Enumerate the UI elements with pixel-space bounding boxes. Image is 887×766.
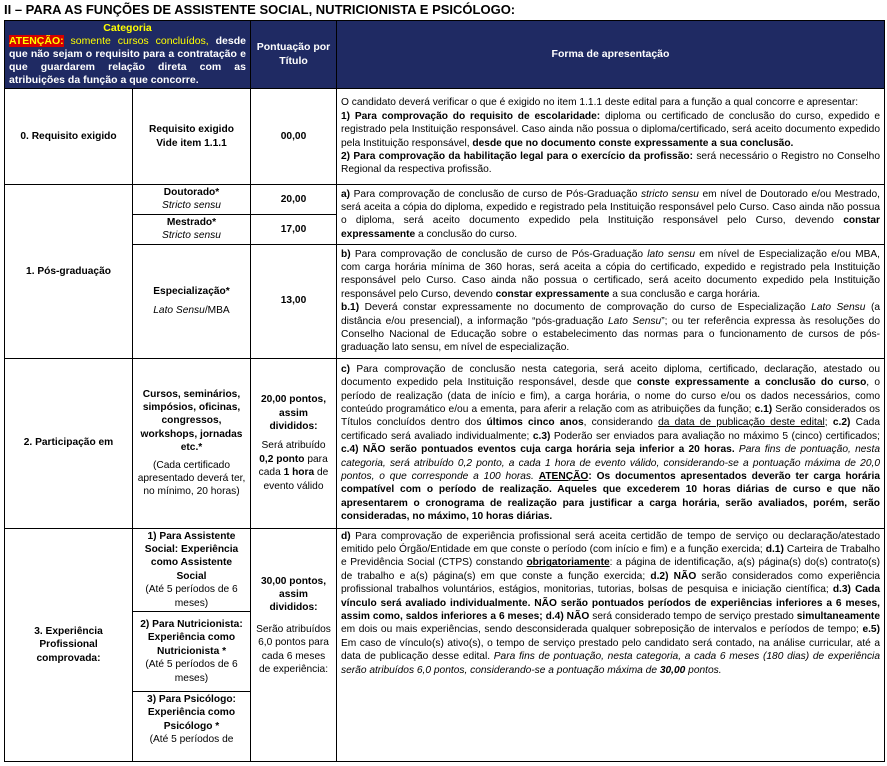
cell-forma-a: a) Para comprovação de conclusão de curso de Pós-Graduação stricto sensu em nível de Doutorado e/ou Mestrado, será aceita a cópia do diploma, expedido e registrado pela Instituição responsável pelo Curso. Caso ainda não possua o diploma, será aceito documento expedido pela Instituição responsável pelo Curso, devendo constar expressamente a conclusão do curso.	[337, 185, 885, 245]
psicologo-periodos: (Até 5 períodos de	[149, 734, 234, 746]
sub-line-1: Requisito exigido	[149, 124, 234, 136]
cell-forma-b: b) Para comprovação de conclusão de curso de Pós-Graduação lato sensu em nível de Especialização e/ou MBA, com carga horária mínima de 360 horas, será aceita a cópia do certificado, expedido e registrado pela Instituição responsável pelo Curso. Caso ainda não possua o certificado, será aceito documento expedido pela Instituição responsável pelo Curso, devendo constar expressamente a sua conclusão e carga horária. b.1) Deverá constar expressamente no documento de comprovação do curso de Especialização Lato Sensu (a distância e/ou presencial), a informação “pós-graduação Lato Sensu”; ou ter referência expressa às resoluções do Conselho Nacional de Educação sobre o estabelecimento das normas para o funcionamento de cursos de pós-graduação lato sensu, em nível de especialização.	[337, 244, 885, 358]
experiencia-pts-text: Serão atribuídos 6,0 pontos para cada 6 meses de experiência:	[256, 623, 331, 676]
attention-label: ATENÇÃO:	[9, 35, 64, 47]
pontos-value: 00,00	[280, 130, 307, 142]
cell-sub-nutricionista	[133, 612, 251, 692]
scoring-table	[4, 20, 885, 762]
cell-pontos	[251, 528, 337, 761]
cell-especializacao-pontos: 13,00	[251, 244, 337, 358]
nutricionista-label: 2) Para Nutricionista: Experiência como Nutricionista *	[140, 619, 243, 657]
cell-sub-assistente	[133, 528, 251, 611]
forma-item-1: 1) Para comprovação do requisito de escolaridade: diploma ou certificado de conclusão do curso, expedido e registrado pela Instituição responsável. Caso ainda não possua o diploma/certificado, será aceito documento expedido pela Instituição responsável, desde que no documento conste expressamente a sua conclusão.	[341, 110, 880, 149]
mestrado-sub: Stricto sensu	[162, 230, 221, 242]
cell-mestrado-pontos: 17,00	[251, 214, 337, 244]
attention-text-1: somente cursos concluídos,	[63, 35, 216, 47]
cell-forma-c: c) Para comprovação de conclusão nesta categoria, será aceito diploma, certificado, declaração, atestado ou documento expedido pela Instituição responsável, desde que conste expressamente a conclusão do curso, o período de realização (data de início e fim), a carga horária, o nome do curso e/ou os dados necessários, como conteúdo programático e/ou a ementa, para aferir a relação com as atribuições da função; c.1) Serão considerados os Títulos concluídos dentro dos últimos cinco anos, considerando da data de publicação deste edital; c.2) Cada certificado será avaliado individualmente; c.3) Poderão ser enviados para avaliação no máximo 5 (cinco) certificados; c.4) NÃO serão pontuados eventos cuja carga horária seja inferior a 20 horas. Para fins de pontuação, nesta categoria, será atribuído 0,2 ponto, a cada 1 hora de evento válido, considerando-se a pontuação máxima de 20,0 pontos, o que corresponde a 100 horas. ATENÇÃO: Os documentos apresentados deverão ter carga horária compatível com o período de realização. Aqueles que excederem 10 horas diárias de curso e que não apresentarem o cronograma de realização para justificar a carga horária, serão avaliados, porém, serão consideradas, no máximo, 10 horas diárias.	[337, 358, 885, 528]
sub-line-2: Vide item 1.1.1	[156, 137, 227, 149]
cell-sub-psicologo	[133, 692, 251, 762]
section-title: II – PARA AS FUNÇÕES DE ASSISTENTE SOCIAL, NUTRICIONISTA E PSICÓLOGO:	[4, 2, 516, 17]
nutricionista-periodos: (Até 5 períodos de 6 meses)	[145, 659, 238, 684]
participacao-sub-text: (Cada certificado apresentado deverá ter, no mínimo, 20 horas)	[137, 459, 246, 498]
table-row-doutorado	[5, 185, 885, 215]
assistente-periodos: (Até 5 períodos de 6 meses)	[145, 584, 238, 609]
assistente-label: 1) Para Assistente Social: Experiência como Assistente Social	[144, 530, 239, 582]
cell-categoria: 2. Participação em	[5, 358, 133, 528]
forma-item-2: 2) Para comprovação da habilitação legal para o exercício da profissão: será necessário o Registro no Conselho Regional da respectiva profissão.	[341, 150, 880, 176]
cell-forma	[337, 89, 885, 185]
participacao-sub-bold: Cursos, seminários, simpósios, oficinas, congressos, workshops, jornadas etc.*	[140, 388, 243, 454]
experiencia-pts-bold: 30,00 pontos, assim divididos:	[260, 575, 327, 614]
participacao-pts-bold: 20,00 pontos, assim divididos:	[260, 394, 327, 433]
cell-pontos	[251, 89, 337, 185]
table-row-participacao	[5, 358, 885, 528]
doutorado-label: Doutorado*	[163, 187, 220, 198]
cell-categoria: 1. Pós-graduação	[5, 185, 133, 359]
cell-categoria: 3. Experiência Profissional comprovada:	[5, 528, 133, 761]
table-row-experiencia-1	[5, 528, 885, 611]
cell-subcategoria	[133, 358, 251, 528]
cell-forma-d: d) Para comprovação de experiência profissional será aceita certidão de tempo de serviço ou declaração/atestado emitido pelo Órgão/Entidade em que conste o período (com início e fim) e a função exercida; d.1) Carteira de Trabalho e Previdência Social (CTPS) constando obrigatoriamente: a página de identificação, a(s) página(s) do(s) contrato(s) de trabalho e a(s) página(s) em que conste a função exercida; d.2) NÃO serão considerados como experiência profissional trabalhos voluntários, estágios, monitorias, tutorias, bolsas de pesquisa e iniciação científica; d.3) Cada vínculo será avaliado individualmente. NÃO serão pontuados períodos de experiências inferiores a 6 meses, assim como, saldos inferiores a 6 meses; d.4) NÃO será considerado tempo de serviço prestado simultaneamente em dois ou mais experiências, sendo desconsiderada qualquer sobreposição de intervalos e períodos de tempo; e.5) Em caso de vínculo(s) ativo(s), o tempo de serviço prestado pelo candidato será contado, na análise curricular, até a data de publicação desse edital. Para fins de pontuação, nesta categoria, a cada 6 meses (180 dias) de experiência serão atribuídos 6,0 pontos, considerando-se a pontuação máxima de 30,00 pontos.	[337, 528, 885, 761]
table-row-requisito	[5, 89, 885, 185]
cell-subcategoria	[133, 89, 251, 185]
header-forma: Forma de apresentação	[337, 21, 885, 89]
participacao-pts-text: Será atribuído 0,2 ponto para cada 1 hora de evento válido	[258, 440, 329, 492]
especializacao-label: Especialização*	[153, 285, 230, 297]
header-pontuacao: Pontuação por Título	[251, 21, 337, 89]
forma-intro: O candidato deverá verificar o que é exigido no item 1.1.1 deste edital para a função a qual concorre e apresentar:	[341, 97, 859, 109]
cell-doutorado-pontos: 20,00	[251, 185, 337, 215]
header-categoria-title: Categoria	[103, 22, 152, 34]
cell-especializacao	[133, 244, 251, 358]
psicologo-label: 3) Para Psicólogo: Experiência como Psicólogo *	[147, 694, 236, 732]
mestrado-label: Mestrado*	[166, 216, 217, 228]
doutorado-sub: Stricto sensu	[162, 200, 221, 212]
header-categoria	[5, 21, 251, 89]
especializacao-sub: Lato Sensu/MBA	[153, 305, 230, 317]
table-row-especializacao	[5, 244, 885, 358]
cell-categoria: 0. Requisito exigido	[5, 89, 133, 185]
cell-mestrado	[133, 214, 251, 244]
header-row	[5, 21, 885, 89]
attention-text-2: desde que não sejam o requisito para a contratação e que guardarem relação direta com as atribuições da função a que concorre.	[9, 35, 246, 86]
cell-doutorado	[133, 185, 251, 215]
cell-pontos	[251, 358, 337, 528]
